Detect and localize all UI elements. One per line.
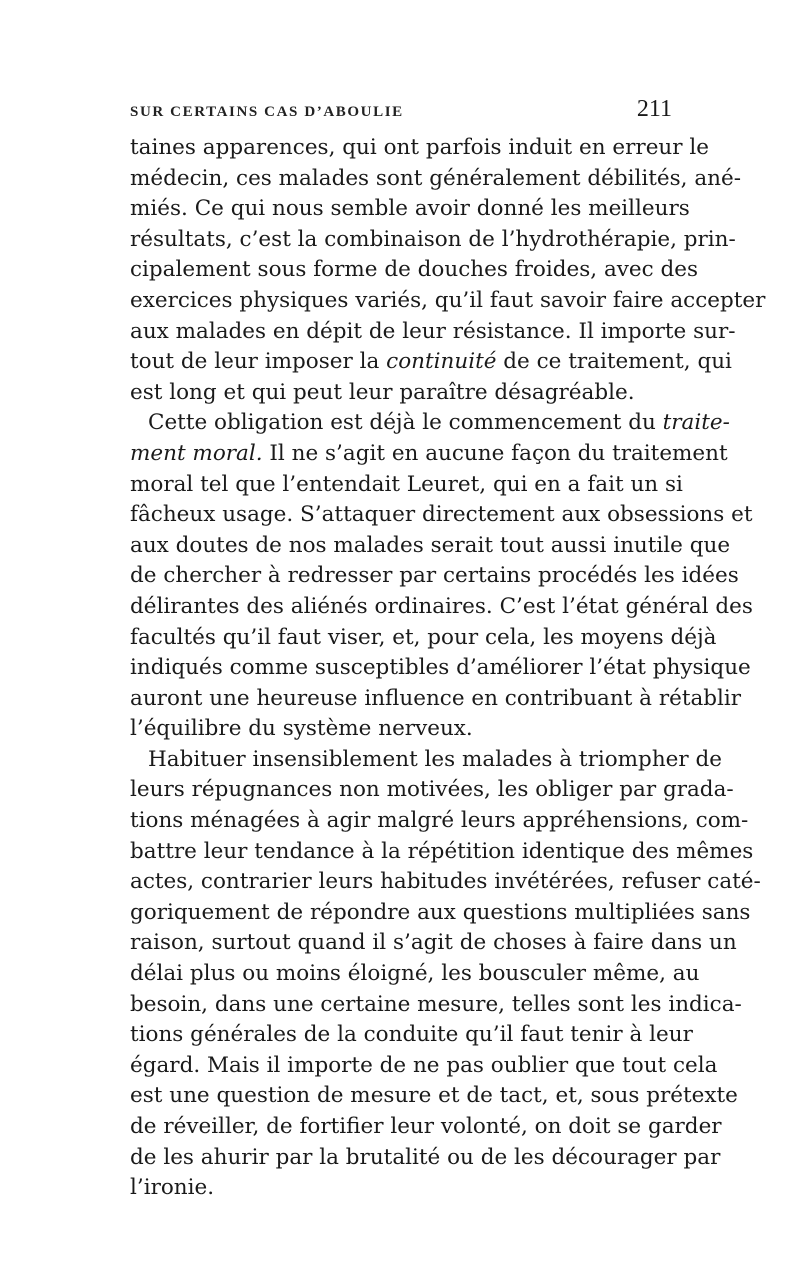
text-line: indiqués comme susceptibles d’améliorer l’état physique	[130, 655, 751, 681]
paragraph	[130, 408, 753, 745]
text-line: de chercher à redresser par certains procédés les idées	[130, 563, 739, 589]
page-header	[130, 96, 672, 130]
text-line: médecin, ces malades sont généralement débilités, ané-	[130, 165, 741, 191]
text-line: l’ironie.	[130, 1175, 215, 1201]
text-line: est long et qui peut leur paraître désagréable.	[130, 379, 635, 405]
text-line: délirantes des aliénés ordinaires. C’est l’état général des	[130, 593, 753, 619]
text-line: fâcheux usage. S’attaquer directement aux obsessions et	[130, 502, 753, 528]
italic-segment: traite-	[662, 410, 730, 436]
running-title: SUR CERTAINS CAS D’ABOULIE	[130, 104, 404, 120]
text-line: auront une heureuse influence en contribuant à rétablir	[130, 685, 742, 711]
text-segment: de ce traitement, qui	[496, 349, 732, 375]
text-line: moral tel que l’entendait Leuret, qui en a fait un si	[130, 471, 683, 497]
italic-segment: continuité	[386, 349, 497, 375]
text-line: est une question de mesure et de tact, et, sous prétexte	[130, 1083, 738, 1109]
text-line: taines apparences, qui ont parfois induit en erreur le	[130, 135, 709, 160]
text-line: l’équilibre du système nerveux.	[130, 716, 473, 742]
text-line: aux malades en dépit de leur résistance. Il importe sur-	[130, 318, 736, 344]
text-line: égard. Mais il importe de ne pas oublier que tout cela	[130, 1052, 718, 1078]
text-line: miés. Ce qui nous semble avoir donné les meilleurs	[130, 196, 690, 222]
text-line: raison, surtout quand il s’agit de choses à faire dans un	[130, 930, 737, 956]
text-line: exercices physiques variés, qu’il faut savoir faire accepter	[130, 287, 766, 313]
text-segment: Il ne s’agit en aucune façon du traitement	[262, 440, 728, 466]
text-line: goriquement de répondre aux questions multipliées sans	[130, 899, 751, 925]
text-line: résultats, c’est la combinaison de l’hydrothérapie, prin-	[130, 226, 736, 252]
text-line: Habituer insensiblement les malades à triompher de	[148, 746, 722, 772]
italic-segment: ment moral.	[130, 440, 263, 466]
text-line	[130, 347, 732, 378]
text-line: tions générales de la conduite qu’il faut tenir à leur	[130, 1022, 693, 1048]
text-line: de les ahurir par la brutalité ou de les décourager par	[130, 1144, 721, 1170]
text-line: facultés qu’il faut viser, et, pour cela, les moyens déjà	[130, 624, 717, 650]
text-line: cipalement sous forme de douches froides, avec des	[130, 257, 699, 283]
text-line: aux doutes de nos malades serait tout aussi inutile que	[130, 532, 731, 558]
text-line: tions ménagées à agir malgré leurs appréhensions, com-	[130, 808, 749, 834]
text-line	[130, 408, 730, 439]
text-segment: tout de leur imposer la	[130, 349, 387, 375]
text-line	[130, 439, 728, 470]
text-line: battre leur tendance à la répétition identique des mêmes	[130, 838, 754, 864]
text-line: de réveiller, de fortifier leur volonté, on doit se garder	[130, 1114, 722, 1139]
text-line: délai plus ou moins éloigné, les bousculer même, au	[130, 961, 700, 987]
text-line: actes, contrarier leurs habitudes invétérées, refuser caté-	[130, 869, 761, 895]
body-text	[130, 133, 766, 1204]
paragraph	[130, 133, 766, 408]
text-segment: Cette obligation est déjà le commencement du	[148, 410, 663, 436]
paragraph	[130, 745, 761, 1204]
page-number: 211	[636, 96, 672, 122]
text-line: leurs répugnances non motivées, les obliger par grada-	[130, 777, 734, 803]
text-line: besoin, dans une certaine mesure, telles sont les indica-	[130, 991, 742, 1017]
